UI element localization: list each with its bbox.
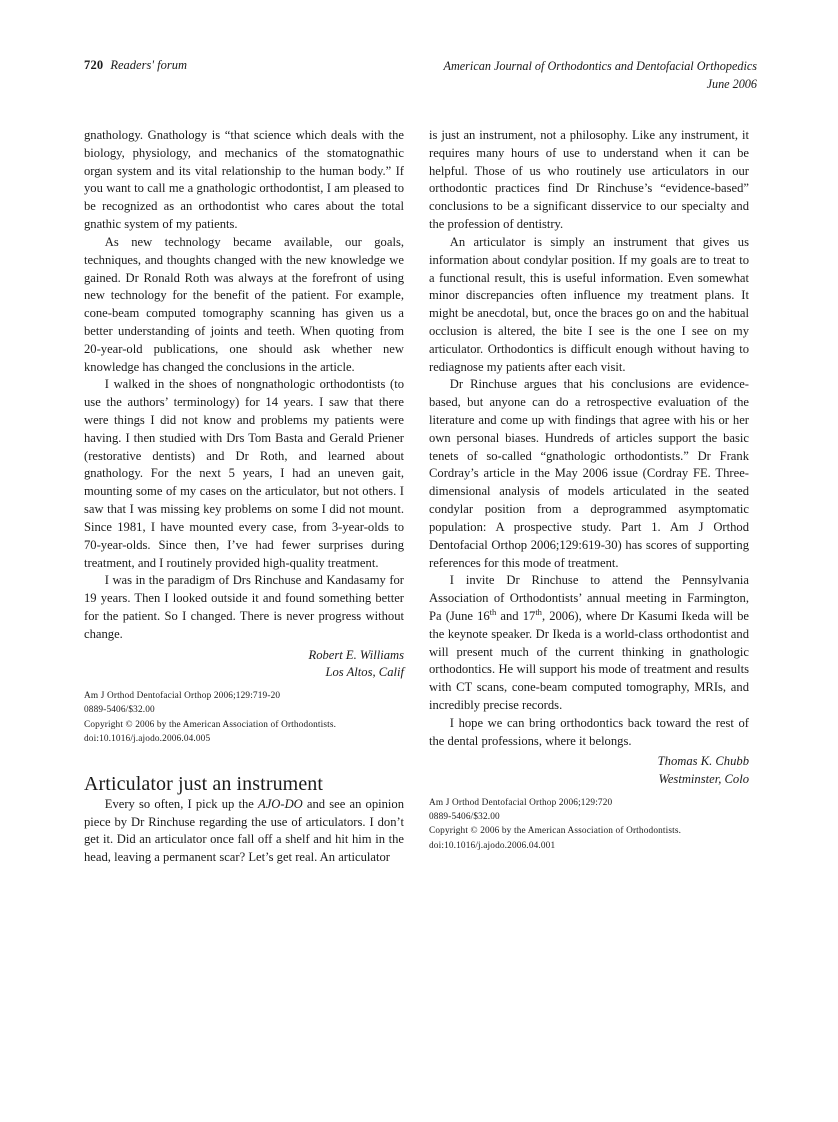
paragraph [84,796,404,867]
signature-block [429,753,749,789]
article-columns [84,127,757,865]
author-location: Los Altos, Calif [325,665,404,680]
author-name: Thomas K. Chubb [657,754,749,769]
signature-block [84,647,404,683]
paragraph-text-after-italic: and see an opinion piece by Dr Rinchuse regarding the use of articulators. I don’t get it. Did an articulator once fall off a shelf and hit him in the head, leaving a permanent scar? Let’s get real. An articulator [84,796,405,865]
invite-text-1: I invite Dr Rinchuse to attend the Pennsylvania Association of Orthodontists’ annual meeting in Farmington, Pa (June 16 [429,573,749,623]
invite-text-3: , 2006), where Dr Kasumi Ikeda will be the keynote speaker. Dr Ikeda is a world-class orthodontist and will present much of the current thinking in gnathologic orthodontics. He will support his mode of treatment and results with CT scans, cone-beam computed tomography, MRIs, and incredibly precise records. [429,608,750,712]
right-column [429,127,749,853]
left-column [84,127,404,867]
footnote-doi: doi:10.1016/j.ajodo.2006.04.005 [84,733,211,744]
author-location: Westminster, Colo [658,772,749,787]
paragraph: is just an instrument, not a philosophy. Like any instrument, it requires many hours of use to understand when it can be helpful. Those of us who routinely use articulators in our orthodontic practices find Dr Rinchuse’s “evidence-based” conclusions to be a significant disservice to our specialty and the profession of dentistry. [429,128,749,232]
footnote-citation: Am J Orthod Dentofacial Orthop 2006;129:720 [429,798,613,809]
paragraph: I hope we can bring orthodontics back toward the rest of the dental professions, where it belongs. [429,715,749,748]
invite-text-2: and 17 [496,608,536,623]
section-title: Readers' forum [110,58,187,72]
page-number: 720 [84,58,104,72]
paragraph: An articulator is simply an instrument that gives us information about condylar position. If my goals are to treat to a functional result, this is useful information. Even somewhat minor discrepancies often influence my treatment plans. It might be anecdotal, but, once the braces go on and the habitual occlusion is altered, the bite I see is the one I see on my articulator. Orthodontics is difficult enough without having to rediagnose my patients after each visit. [429,234,749,374]
footnote-citation: Am J Orthod Dentofacial Orthop 2006;129:719-20 [84,691,281,702]
paragraph: As new technology became available, our goals, techniques, and thoughts changed with the new knowledge we gained. Dr Ronald Roth was always at the forefront of using new technology for the benefit of the patient. For example, cone-beam computed tomography scanning has given us a better understanding of joints and teeth. When quoting from 20-year-old publications, one should ask whether new knowledge has changed the conclusions in the article. [84,234,404,374]
footnote-block [429,796,749,853]
paragraph-text-before-italic: Every so often, I pick up the [104,796,258,811]
ordinal-suffix: th [535,606,542,617]
ordinal-suffix: th [489,606,497,617]
author-name: Robert E. Williams [308,647,404,662]
paragraph: Dr Rinchuse argues that his conclusions are evidence-based, but anyone can do a retrospective evaluation of the literature and come up with findings that agree with his or her own personal biases. Hundreds of articles support the basic tenets of so-called “gnathologic orthodontists.” Dr Frank Cordray’s article in the May 2006 issue (Cordray FE. Three-dimensional analysis of models articulated in the seated condylar position from a deprogrammed asymptomatic population: A prospective study. Part 1. Am J Orthod Dentofacial Orthop 2006;129:619-30) has scores of supporting references for this mode of treatment. [429,377,749,570]
footnote-doi: doi:10.1016/j.ajodo.2006.04.001 [429,840,556,851]
paragraph: I was in the paradigm of Drs Rinchuse and Kandasamy for 19 years. Then I looked outside it and found something better for the patient. So I changed. There is never progress without change. [84,573,404,641]
paragraph [429,572,749,715]
journal-abbreviation: AJO-DO [258,796,303,811]
footnote-issn: 0889-5406/$32.00 [84,705,155,716]
running-head-left [84,58,187,74]
running-head [84,58,757,93]
issue-date: June 2006 [706,76,757,91]
footnote-copyright: Copyright © 2006 by the American Association of Orthodontists. [429,826,682,837]
footnote-block [84,689,404,746]
footnote-copyright: Copyright © 2006 by the American Association of Orthodontists. [84,719,337,730]
paragraph: gnathology. Gnathology is “that science which deals with the biology, physiology, and mechanics of the stomatognathic organ system and its vital relationship to the human body.” If you want to call me a gnathologic orthodontist, I am pleased to be recognized as an orthodontist who cares about the total gnathic system of my patients. [84,128,404,232]
footnote-issn: 0889-5406/$32.00 [429,812,500,823]
journal-name: American Journal of Orthodontics and Dentofacial Orthopedics [443,59,757,73]
running-head-right [444,58,757,93]
paragraph: I walked in the shoes of nongnathologic orthodontists (to use the authors’ terminology) for 14 years. I saw that there were things I did not know and problems my patients were having. I then studied with Drs Tom Basta and Gerald Priener (restorative dentists) and Dr Roth, and learned about gnathology. For the next 5 years, I had an uneven gait, mounting some of my cases on the articulator, but not others. I saw that I was missing key problems on some I did not mount. Since 1981, I have mounted every case, from 3-year-olds to 70-year-olds. Since then, I’ve had fewer surprises during treatment, and I routinely provided high-quality treatment. [84,377,404,570]
article-title: Articulator just an instrument [84,772,324,795]
